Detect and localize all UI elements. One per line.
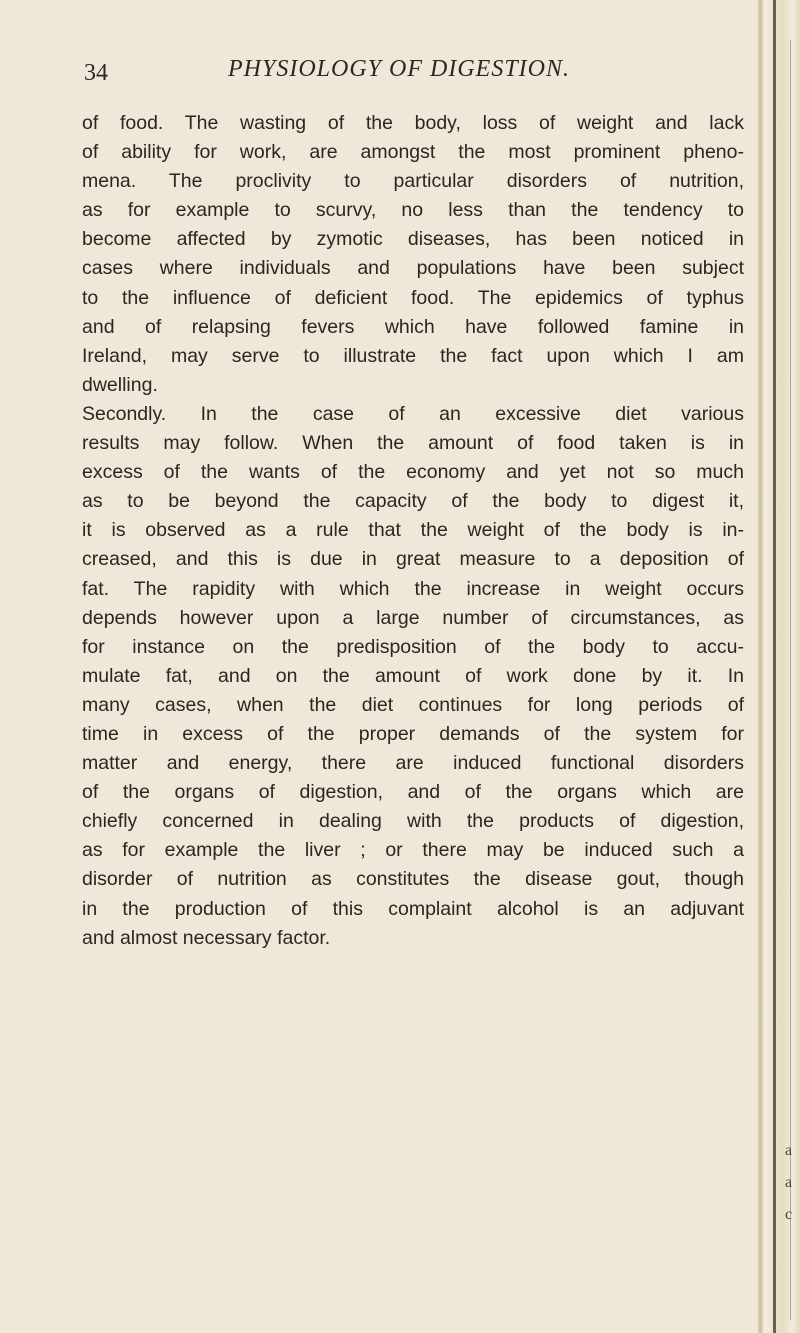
text-line: it is observed as a rule that the weight of the body is in-	[82, 519, 744, 542]
text-line: disorder of nutrition as constitutes the disease gout, though	[82, 868, 744, 891]
text-line: dwelling.	[82, 373, 158, 396]
text-line: results may follow. When the amount of food taken is in	[82, 432, 744, 455]
page-binding-edge	[758, 0, 800, 1333]
text-line: of ability for work, are amongst the most prominent pheno-	[82, 141, 744, 164]
binding-shadow	[773, 0, 776, 1333]
text-line: as to be beyond the capacity of the body to digest it,	[82, 490, 744, 513]
text-line: fat. The rapidity with which the increase in weight occurs	[82, 577, 744, 600]
text-line: mulate fat, and on the amount of work done by it. In	[82, 664, 744, 687]
page-header	[72, 50, 712, 90]
text-line: and of relapsing fevers which have followed famine in	[82, 315, 744, 338]
text-line: chiefly concerned in dealing with the products of digestion,	[82, 810, 744, 833]
text-line: to the influence of deficient food. The epidemics of typhus	[82, 286, 744, 309]
body-text	[82, 109, 744, 953]
text-line: cases where individuals and populations have been subject	[82, 257, 744, 280]
text-line: of the organs of digestion, and of the organs which are	[82, 781, 744, 804]
text-line: of food. The wasting of the body, loss of weight and lack	[82, 112, 744, 134]
text-line: mena. The proclivity to particular disorders of nutrition,	[82, 170, 744, 193]
text-line: as for example the liver ; or there may be induced such a	[82, 839, 744, 862]
page-number: 34	[84, 60, 108, 86]
text-line: Ireland, may serve to illustrate the fact upon which I am	[82, 344, 744, 367]
edge-fragment: a	[785, 1142, 793, 1159]
text-line: in the production of this complaint alcohol is an adjuvant	[82, 897, 744, 920]
text-line: Secondly. In the case of an excessive diet various	[82, 402, 744, 425]
text-line: many cases, when the diet continues for long periods of	[82, 693, 744, 716]
text-line: for instance on the predisposition of the body to accu-	[82, 635, 744, 658]
text-line: time in excess of the proper demands of the system for	[82, 722, 744, 745]
text-line: as for example to scurvy, no less than the tendency to	[82, 199, 744, 222]
edge-fragment: c	[785, 1206, 793, 1223]
text-line: become affected by zymotic diseases, has been noticed in	[82, 228, 744, 251]
text-line: creased, and this is due in great measure to a deposition of	[82, 548, 744, 571]
running-head: PHYSIOLOGY OF DIGESTION.	[228, 56, 571, 82]
next-page-edge-fragments	[785, 1135, 800, 1231]
binding-shadow-secondary	[790, 40, 791, 1320]
text-line: and almost necessary factor.	[82, 926, 331, 949]
text-line: excess of the wants of the economy and yet not so much	[82, 461, 744, 484]
edge-fragment: a	[785, 1174, 793, 1191]
text-line: matter and energy, there are induced functional disorders	[82, 752, 744, 775]
text-line: depends however upon a large number of circumstances, as	[82, 606, 744, 629]
